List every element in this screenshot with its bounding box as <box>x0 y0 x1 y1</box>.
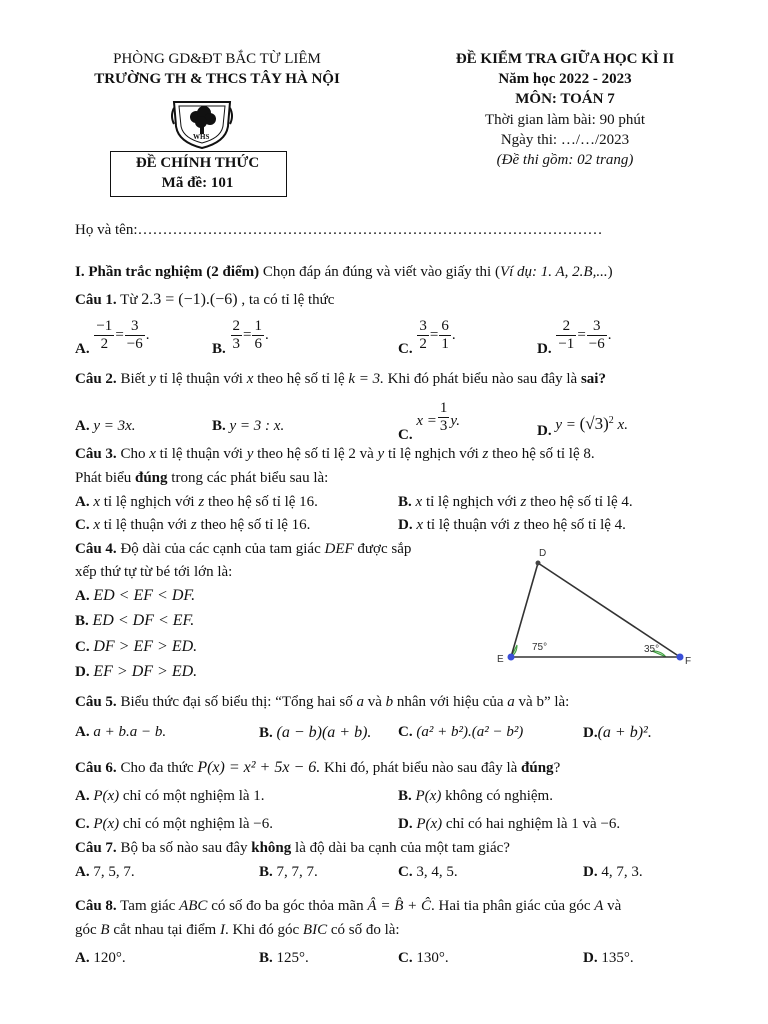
q2-y: y <box>149 371 156 387</box>
q3-d-x: x <box>416 517 424 533</box>
subject: MÔN: TOÁN 7 <box>515 91 615 107</box>
school-logo <box>170 96 234 150</box>
q1-a-n1: −1 <box>96 318 113 334</box>
q2-c-den: 3 <box>439 418 448 434</box>
q8-t4: và <box>603 898 622 914</box>
q1-label: Câu 1. <box>75 292 117 308</box>
q2-x: x <box>246 371 254 387</box>
q7-t1: Bộ ba số nào sau đây <box>116 840 252 856</box>
q2-d-root: (√3) <box>579 414 609 433</box>
q3-c-x: x <box>93 517 101 533</box>
q2-d-rhs: x. <box>613 417 628 433</box>
q5-option-c <box>398 724 523 741</box>
q2-d-exp: 2 <box>608 415 614 426</box>
q1-c-d2: 1 <box>441 336 449 352</box>
question-1 <box>75 291 334 309</box>
q2-c-rhs: y. <box>450 412 460 429</box>
exam-code: Mã đề: 101 <box>161 175 234 191</box>
q3-l2a: Phát biểu <box>75 470 135 486</box>
q1-b-d2: 6 <box>254 336 262 352</box>
q1-d-d1: −1 <box>558 336 575 352</box>
exam-date: Ngày thi: …/…/2023 <box>500 132 630 148</box>
q1-option-c: C. $\frac{3}{2}$ = $\frac{6}{1}$ . <box>398 318 456 357</box>
q3-y2: y <box>377 446 385 462</box>
q5-a2: a <box>507 694 515 710</box>
q1-pre: Từ <box>116 292 142 308</box>
q8-l2b: cắt nhau tại điểm <box>109 922 220 938</box>
q2-option-c <box>398 400 460 443</box>
q2-c-label: C. <box>398 426 413 443</box>
q7-option-a <box>75 864 135 881</box>
section-title: I. Phần trắc nghiệm (2 điểm) <box>75 264 260 280</box>
q3-c-label: C. <box>75 517 90 533</box>
q1-a-d2: −6 <box>126 336 143 352</box>
q2-d-label: D. <box>537 423 552 439</box>
q3-c-z: z <box>190 517 197 533</box>
q8-d-value: 135°. <box>601 950 634 966</box>
q5-b: b <box>385 694 394 710</box>
q3-c-t1: tỉ lệ thuận với <box>100 517 191 533</box>
q2-a-label: A. <box>75 418 90 434</box>
q1-c-d1: 2 <box>419 336 427 352</box>
page-count: (Đề thi gồm: 02 trang) <box>496 152 634 168</box>
q3-t3: theo hệ số tỉ lệ 2 và <box>253 446 378 462</box>
question-5 <box>75 694 569 711</box>
q2-t3: theo hệ số tỉ lệ <box>253 371 349 387</box>
q8-t3: . Hai tia phân giác của góc <box>430 898 595 914</box>
q3-b-t1: tỉ lệ nghịch với <box>422 494 521 510</box>
q4-label: Câu 4. <box>75 541 117 557</box>
q3-label: Câu 3. <box>75 446 117 462</box>
question-8-line2 <box>75 922 400 939</box>
q8-point-i: I <box>219 922 225 938</box>
q6-b-px: P(x) <box>415 788 442 804</box>
q6-d-value: −6. <box>600 816 621 832</box>
q1-a-n2: 3 <box>125 318 145 336</box>
q4-t1: Độ dài của các cạnh của tam giác <box>116 541 325 557</box>
q3-a-t2: theo hệ số tỉ lệ 16. <box>204 494 318 510</box>
q6-option-b <box>398 788 553 805</box>
q1-b-n1: 2 <box>232 318 241 334</box>
q2-b-label: B. <box>212 418 226 434</box>
school-year: Năm học 2022 - 2023 <box>498 71 632 87</box>
q8-a-value: 120°. <box>93 950 126 966</box>
q3-option-b <box>398 494 633 511</box>
q2-b-value: y = 3 : x. <box>229 418 285 434</box>
exam-title: ĐỀ KIỂM TRA GIỮA HỌC KÌ II <box>455 51 675 67</box>
q6-a-px: P(x) <box>93 788 120 804</box>
q8-eq: Â = B̂ + Ĉ <box>367 898 431 914</box>
q6-c-text: chỉ có một nghiệm là <box>119 816 254 832</box>
q5-c-label: C. <box>398 724 413 740</box>
q4-option-c <box>75 638 197 656</box>
q5-option-a <box>75 724 166 741</box>
q7-d-value: 4, 7, 3. <box>597 864 643 880</box>
q8-l2a: góc <box>75 922 101 938</box>
q3-t1: Cho <box>116 446 150 462</box>
label-d: D <box>539 548 547 559</box>
q1-c-n1: 3 <box>419 318 427 334</box>
section-heading <box>75 264 613 281</box>
q7-b-label: B. <box>259 864 273 880</box>
q1-post: , ta có tỉ lệ thức <box>237 292 335 308</box>
q5-a: a <box>356 694 364 710</box>
q8-c-label: C. <box>398 950 413 966</box>
q4-option-d <box>75 663 197 681</box>
q4-option-a <box>75 587 195 605</box>
question-6 <box>75 759 560 777</box>
q7-c-label: C. <box>398 864 413 880</box>
question-8 <box>75 898 621 915</box>
q6-t1: Cho đa thức <box>116 760 198 776</box>
q3-a-label: A. <box>75 494 90 510</box>
q6-c-value: −6. <box>253 816 274 832</box>
q2-d-lhs: y = <box>555 417 576 433</box>
student-name-line: Họ và tên:………………………………………………………………………………… <box>75 222 603 238</box>
q8-option-a <box>75 950 126 967</box>
q4-d-label: D. <box>75 664 90 680</box>
q1-a-d1: 2 <box>100 336 109 352</box>
q5-t4: và b” là: <box>514 694 570 710</box>
q6-c-px: P(x) <box>93 816 120 832</box>
q1-expr: 2.3 = (−1).(−6) <box>141 291 238 308</box>
q3-y: y <box>246 446 254 462</box>
duration: Thời gian làm bài: 90 phút <box>485 112 645 128</box>
q5-t3: nhân với hiệu của <box>393 694 508 710</box>
edge-df <box>538 563 680 657</box>
q1-option-a: A. $\frac{-1}{2}$ = $\frac{3}{-6}$ . <box>75 318 150 357</box>
q3-b-t2: theo hệ số tỉ lệ 4. <box>526 494 633 510</box>
label-f: F <box>685 656 692 667</box>
q8-b-label: B. <box>259 950 273 966</box>
q7-label: Câu 7. <box>75 840 117 856</box>
q5-option-b <box>259 724 371 742</box>
angle-e-label: 75° <box>532 642 548 653</box>
q8-c-value: 130°. <box>416 950 449 966</box>
q1-d-label: D. <box>537 340 552 357</box>
q3-a-x: x <box>93 494 101 510</box>
q4-d-value: EF > DF > ED. <box>93 663 198 680</box>
question-3-line2 <box>75 470 328 487</box>
q7-d-label: D. <box>583 864 598 880</box>
q6-label: Câu 6. <box>75 760 117 776</box>
q8-l2c: . Khi đó góc <box>224 922 303 938</box>
official-label: ĐỀ CHÍNH THỨC <box>135 155 260 171</box>
q3-t4: tỉ lệ nghịch với <box>384 446 483 462</box>
q1-c-label: C. <box>398 340 413 357</box>
question-2 <box>75 371 606 388</box>
q2-option-a <box>75 418 136 435</box>
q3-a-t1: tỉ lệ nghịch với <box>100 494 199 510</box>
q8-angle-a: A <box>594 898 604 914</box>
q8-b-value: 125°. <box>276 950 309 966</box>
logo-text: WHS <box>193 133 210 141</box>
q6-d-px: P(x) <box>416 816 443 832</box>
q7-option-c <box>398 864 458 881</box>
q6-right: đúng <box>521 760 554 776</box>
q5-b-value: (a − b)(a + b). <box>276 724 372 741</box>
section-example: Ví dụ: 1. A, 2.B,... <box>499 264 608 280</box>
q6-b-text: không có nghiệm. <box>441 788 553 804</box>
q3-d-label: D. <box>398 517 413 533</box>
q5-option-d <box>583 724 652 742</box>
q3-t5: theo hệ số tỉ lệ 8. <box>488 446 595 462</box>
q1-b-label: B. <box>212 340 226 357</box>
q3-d-z: z <box>513 517 520 533</box>
q5-a-value: a + b.a − b. <box>93 724 167 740</box>
q7-a-value: 7, 5, 7. <box>89 864 135 880</box>
q7-t2: là độ dài ba cạnh của một tam giác? <box>291 840 510 856</box>
triangle-figure <box>490 542 700 674</box>
vertex-e <box>508 654 515 661</box>
q5-t2: và <box>363 694 386 710</box>
q5-d-label: D. <box>583 725 598 741</box>
q6-a-text: chỉ có một nghiệm là 1. <box>119 788 265 804</box>
q8-d-label: D. <box>583 950 598 966</box>
q4-option-b <box>75 612 194 630</box>
q8-option-b <box>259 950 309 967</box>
vertex-f <box>677 654 684 661</box>
q8-angle-b: B <box>100 922 110 938</box>
q2-option-b <box>212 418 284 435</box>
question-3 <box>75 446 595 463</box>
q3-a-z: z <box>198 494 205 510</box>
q2-t4: Khi đó phát biểu nào sau đây là <box>383 371 581 387</box>
q1-b-n2: 1 <box>254 318 262 334</box>
q5-label: Câu 5. <box>75 694 117 710</box>
school-name: TRƯỜNG TH & THCS TÂY HÀ NỘI <box>94 71 340 87</box>
q6-option-c <box>75 816 273 833</box>
q3-x: x <box>149 446 156 462</box>
q8-option-c <box>398 950 449 967</box>
q1-c-n2: 6 <box>441 318 449 334</box>
q2-k: k = 3. <box>348 371 384 387</box>
department-name: PHÒNG GD&ĐT BẮC TỪ LIÊM <box>113 51 321 67</box>
q6-option-a <box>75 788 265 805</box>
vertex-d <box>536 561 541 566</box>
q4-a-label: A. <box>75 588 90 604</box>
q4-b-label: B. <box>75 613 89 629</box>
q3-c-t2: theo hệ số tỉ lệ 16. <box>196 517 311 533</box>
angle-f-label: 35° <box>644 644 660 655</box>
q4-c-value: DF > EF > ED. <box>93 638 198 655</box>
section-close: ) <box>607 264 613 280</box>
q6-t2: Khi đó, phát biểu nào sau đây là <box>320 760 522 776</box>
q2-option-d <box>537 414 628 439</box>
question-4 <box>75 541 411 558</box>
q7-option-b <box>259 864 318 881</box>
q3-b-label: B. <box>398 494 412 510</box>
q8-t2: có số đo ba góc thỏa mãn <box>207 898 368 914</box>
q3-d-t2: theo hệ số tỉ lệ 4. <box>519 517 626 533</box>
q6-c-label: C. <box>75 816 90 832</box>
q6-q: ? <box>553 760 561 776</box>
q5-t1: Biểu thức đại số biểu thị: “Tổng hai số <box>116 694 357 710</box>
q4-tri: DEF <box>324 541 354 557</box>
q8-option-d <box>583 950 634 967</box>
q8-label: Câu 8. <box>75 898 117 914</box>
q2-a-value: y = 3x. <box>93 418 136 434</box>
q1-a-label: A. <box>75 340 90 357</box>
q5-d-value: (a + b)². <box>597 724 652 741</box>
q4-t2: được sắp <box>353 541 412 557</box>
q1-d-n1: 2 <box>556 318 576 336</box>
q5-c-value: (a² + b²).(a² − b²) <box>416 724 524 740</box>
q1-option-b: B. $\frac{2}{3}$ = $\frac{1}{6}$ . <box>212 318 269 357</box>
q4-c-label: C. <box>75 639 90 655</box>
q1-d-d2: −6 <box>588 336 605 352</box>
q6-poly: P(x) = x² + 5x − 6. <box>197 759 321 776</box>
q3-l2c: trong các phát biểu sau là: <box>167 470 329 486</box>
q5-b-label: B. <box>259 725 273 741</box>
q3-b-x: x <box>415 494 423 510</box>
q8-l2d: có số đo là: <box>327 922 400 938</box>
question-7 <box>75 840 510 857</box>
q3-d-t1: tỉ lệ thuận với <box>423 517 514 533</box>
q7-a-label: A. <box>75 864 90 880</box>
q6-b-label: B. <box>398 788 412 804</box>
q3-b-z: z <box>520 494 527 510</box>
q4-a-value: ED < EF < DF. <box>93 587 196 604</box>
q3-l2b: đúng <box>135 470 168 486</box>
q8-a-label: A. <box>75 950 90 966</box>
q2-t1: Biết <box>116 371 150 387</box>
q6-a-label: A. <box>75 788 90 804</box>
q1-option-d: D. $\frac{2}{-1}$ = $\frac{3}{-6}$ . <box>537 318 612 357</box>
q3-option-c <box>75 517 310 534</box>
q3-option-d <box>398 517 626 534</box>
q3-t2: tỉ lệ thuận với <box>155 446 247 462</box>
q2-c-lhs: x = <box>416 412 437 429</box>
q2-label: Câu 2. <box>75 371 117 387</box>
section-instruction: Chọn đáp án đúng và viết vào giấy thi ( <box>259 264 500 280</box>
q6-option-d <box>398 816 620 833</box>
q5-a-label: A. <box>75 724 90 740</box>
q6-d-text: chỉ có hai nghiệm là 1 và <box>442 816 601 832</box>
q1-b-d1: 3 <box>232 336 241 352</box>
q2-t2: tỉ lệ thuận với <box>155 371 247 387</box>
q8-abc: ABC <box>179 898 208 914</box>
q2-c-num: 1 <box>439 400 448 416</box>
q6-d-label: D. <box>398 816 413 832</box>
q8-bic: BIC <box>302 922 328 938</box>
q1-d-n2: 3 <box>587 318 607 336</box>
q2-wrong: sai? <box>580 371 606 387</box>
q8-t1: Tam giác <box>116 898 180 914</box>
q7-option-d <box>583 864 643 881</box>
label-e: E <box>497 654 504 665</box>
q3-z: z <box>482 446 489 462</box>
q3-option-a <box>75 494 318 511</box>
q4-b-value: ED < DF < EF. <box>92 612 195 629</box>
q7-not: không <box>251 840 292 856</box>
q7-b-value: 7, 7, 7. <box>272 864 318 880</box>
q7-c-value: 3, 4, 5. <box>412 864 458 880</box>
question-4-line2: xếp thứ tự từ bé tới lớn là: <box>75 564 233 580</box>
